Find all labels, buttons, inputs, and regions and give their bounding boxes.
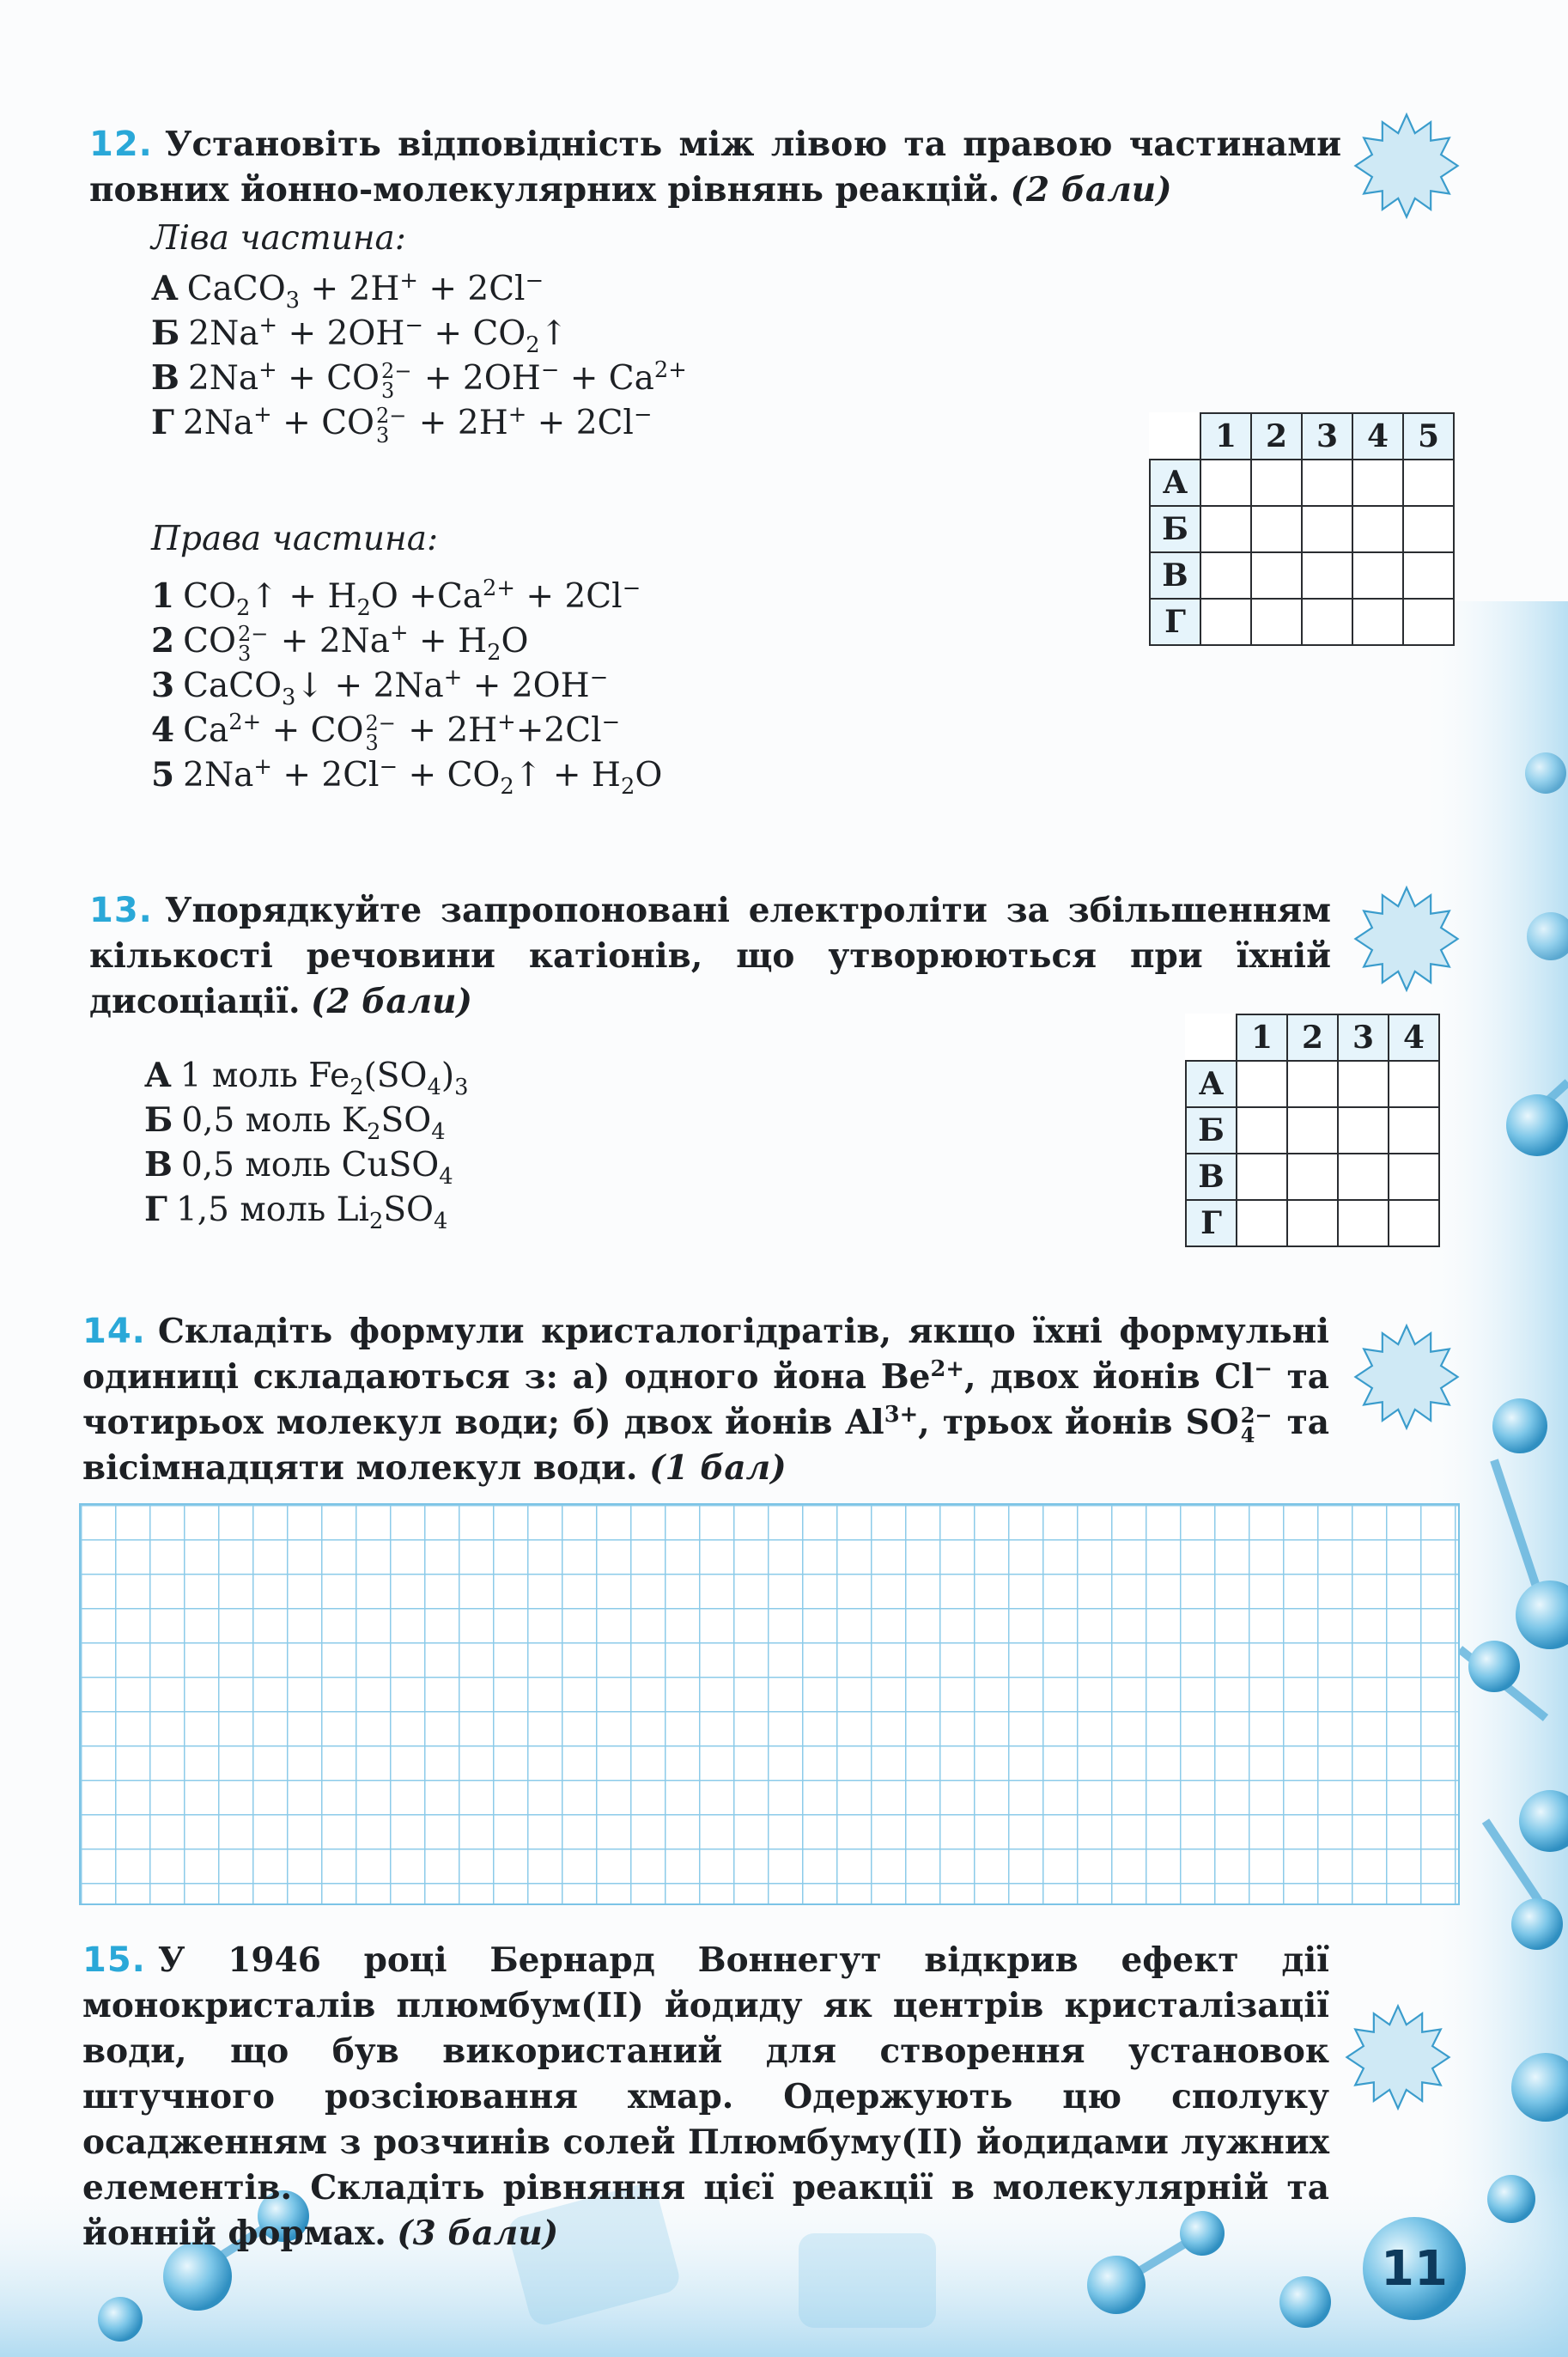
formula: $Ca^{2+}$ + CO 2− 3 + 2H++2Cl− bbox=[183, 710, 621, 755]
answer-cell[interactable] bbox=[1302, 460, 1352, 506]
table-row bbox=[1186, 1107, 1439, 1154]
formula: 2Na+ + CO 2− 3 + $2OH^- + Ca^{2+}$ bbox=[187, 357, 687, 403]
answer-cell[interactable] bbox=[1403, 599, 1454, 645]
star-badge-q12 bbox=[1348, 110, 1465, 222]
question-12 bbox=[89, 122, 1341, 213]
question-text: Установіть відповідність між лівою та правою частинами повних йонно-молекулярних рівнянь реакцій. bbox=[89, 125, 1341, 210]
answer-cell[interactable] bbox=[1302, 552, 1352, 599]
left-part-item bbox=[151, 311, 687, 356]
table-corner bbox=[1150, 413, 1200, 460]
answer-cell[interactable] bbox=[1237, 1107, 1287, 1154]
right-part-item bbox=[151, 663, 662, 708]
item-label: В bbox=[151, 358, 179, 398]
item-label: Б bbox=[144, 1100, 173, 1140]
row-header: Г bbox=[1150, 599, 1200, 645]
item-label: Г bbox=[144, 1190, 167, 1229]
right-part-item bbox=[151, 752, 663, 800]
answer-cell[interactable] bbox=[1352, 599, 1403, 645]
table-row bbox=[1150, 599, 1454, 645]
formula: CaCO$_3$↓ + 2Na+ + 2OH− bbox=[183, 665, 609, 710]
left-part-list bbox=[151, 266, 687, 448]
table-row bbox=[1186, 1154, 1439, 1200]
table-corner bbox=[1186, 1014, 1237, 1061]
right-part-item bbox=[151, 618, 662, 666]
question-14: 14. Складіть формули кристалогідратів, якщо їхні формульні одиниці складаються з: а) одного йона $Be^{2+}$, двох йонів Cl− та чотирьох молекул води; б) двох йонів $Al^{3+}$, трьох йонів SO 2− 4 та вісімнадцяти молекул води. (1 бал) bbox=[82, 1312, 1330, 1488]
formula: 1 моль $Fe_2(SO_4)_3$ bbox=[179, 1057, 469, 1100]
table-row bbox=[1186, 1200, 1439, 1246]
answer-table-q13 bbox=[1185, 1014, 1440, 1247]
formula: $CO_2↑ + H_2O +Ca^{2+} + 2Cl^-$ bbox=[183, 576, 641, 621]
item-label: А bbox=[151, 269, 179, 308]
question-text: Упорядкуйте запропоновані електроліти за збільшенням кількості речовини катіонів, що утворюються при їхній дисоціації. bbox=[89, 891, 1331, 1021]
item-label: Г bbox=[151, 403, 174, 442]
item-label: 2 bbox=[151, 621, 175, 661]
row-header: В bbox=[1186, 1154, 1237, 1200]
column-header: 3 bbox=[1338, 1014, 1389, 1061]
answer-cell[interactable] bbox=[1287, 1154, 1338, 1200]
row-header: А bbox=[1150, 460, 1200, 506]
left-part-item bbox=[151, 400, 687, 448]
item-label: В bbox=[144, 1145, 173, 1185]
item-label: А bbox=[144, 1056, 172, 1095]
answer-cell[interactable] bbox=[1237, 1200, 1287, 1246]
answer-cell[interactable] bbox=[1338, 1061, 1389, 1107]
star-badge-q15 bbox=[1340, 2001, 1456, 2113]
answer-cell[interactable] bbox=[1200, 599, 1251, 645]
table-row bbox=[1150, 460, 1454, 506]
column-header: 1 bbox=[1237, 1014, 1287, 1061]
table-row bbox=[1150, 552, 1454, 599]
item-label: 4 bbox=[151, 710, 175, 750]
item-label: 1 bbox=[151, 576, 175, 616]
sulfate-ion: 2− 4 bbox=[1240, 1403, 1273, 1447]
formula: 0,5 моль CuSO$_4$ bbox=[180, 1146, 453, 1190]
column-header: 3 bbox=[1302, 413, 1352, 460]
answer-cell[interactable] bbox=[1352, 460, 1403, 506]
column-header: 2 bbox=[1287, 1014, 1338, 1061]
left-part-item bbox=[151, 356, 687, 403]
answer-cell[interactable] bbox=[1403, 460, 1454, 506]
answer-cell[interactable] bbox=[1237, 1061, 1287, 1107]
formula: CO 2− 3 + $2Na^+ + H_2O$ bbox=[183, 620, 529, 666]
question-number: 12. bbox=[89, 125, 153, 164]
answer-cell[interactable] bbox=[1287, 1200, 1338, 1246]
question-points: (2 бали) bbox=[311, 982, 472, 1021]
item-label: 3 bbox=[151, 666, 175, 705]
right-part-title: Права частина: bbox=[151, 520, 439, 558]
left-part-title: Ліва частина: bbox=[151, 219, 406, 258]
question-15 bbox=[82, 1938, 1329, 2257]
answer-table-q12 bbox=[1149, 412, 1455, 646]
page-number: 11 bbox=[1381, 2240, 1448, 2297]
question-points: (1 бал) bbox=[649, 1448, 787, 1488]
item-label: Б bbox=[151, 314, 180, 353]
answer-grid-q14[interactable] bbox=[79, 1503, 1460, 1905]
formula: $2Na^+ + 2OH^- + CO_2↑$ bbox=[188, 313, 568, 358]
formula: 1,5 моль $Li_2SO_4$ bbox=[175, 1191, 448, 1234]
table-row bbox=[1186, 1061, 1439, 1107]
answer-cell[interactable] bbox=[1251, 460, 1302, 506]
question-number: 13. bbox=[89, 891, 153, 930]
row-header: А bbox=[1186, 1061, 1237, 1107]
answer-cell[interactable] bbox=[1237, 1154, 1287, 1200]
electrolyte-item bbox=[144, 1053, 468, 1098]
column-header: 5 bbox=[1403, 413, 1454, 460]
answer-cell[interactable] bbox=[1338, 1107, 1389, 1154]
table-row bbox=[1150, 506, 1454, 552]
question-text: У 1946 році Бернард Воннегут відкрив ефект дії монокристалів плюмбум(ІІ) йодиду як центрів кристалізації води, що був використаний для створення установок штучного розсіювання хмар. Одержують цю сполуку осадженням з розчинів солей Плюмбуму(ІІ) йодидами лужних елементів. Складіть рівняння цієї реакції в молекулярній та йонній формах. bbox=[82, 1940, 1329, 2253]
answer-cell[interactable] bbox=[1251, 552, 1302, 599]
left-part-item bbox=[151, 266, 687, 314]
row-header: В bbox=[1150, 552, 1200, 599]
question-number: 15. bbox=[82, 1940, 146, 1980]
answer-cell[interactable] bbox=[1389, 1154, 1439, 1200]
column-header: 4 bbox=[1389, 1014, 1439, 1061]
star-badge-q13 bbox=[1348, 883, 1465, 995]
row-header: Б bbox=[1150, 506, 1200, 552]
answer-cell[interactable] bbox=[1251, 599, 1302, 645]
row-header: Г bbox=[1186, 1200, 1237, 1246]
answer-cell[interactable] bbox=[1352, 506, 1403, 552]
answer-cell[interactable] bbox=[1200, 552, 1251, 599]
formula: $2Na^+ + 2Cl^- + CO_2↑ + H_2O$ bbox=[183, 754, 663, 800]
answer-cell[interactable] bbox=[1389, 1107, 1439, 1154]
formula: CaCO$_3$ + 2H+ + 2Cl− bbox=[186, 268, 544, 314]
answer-cell[interactable] bbox=[1251, 506, 1302, 552]
answer-cell[interactable] bbox=[1200, 506, 1251, 552]
answer-cell[interactable] bbox=[1287, 1061, 1338, 1107]
answer-cell[interactable] bbox=[1287, 1107, 1338, 1154]
answer-cell[interactable] bbox=[1389, 1061, 1439, 1107]
electrolyte-item bbox=[144, 1187, 468, 1232]
answer-cell[interactable] bbox=[1352, 552, 1403, 599]
row-header: Б bbox=[1186, 1107, 1237, 1154]
question-points: (3 бали) bbox=[397, 2214, 559, 2253]
column-header: 2 bbox=[1251, 413, 1302, 460]
answer-cell[interactable] bbox=[1389, 1200, 1439, 1246]
question-points: (2 бали) bbox=[1010, 170, 1172, 210]
electrolyte-item bbox=[144, 1142, 468, 1190]
column-header: 1 bbox=[1200, 413, 1251, 460]
answer-cell[interactable] bbox=[1302, 599, 1352, 645]
formula: 2Na+ + CO 2− 3 + 2H+ + 2Cl− bbox=[182, 402, 653, 448]
answer-cell[interactable] bbox=[1403, 506, 1454, 552]
formula: 0,5 моль $K_2SO_4$ bbox=[181, 1101, 446, 1145]
electrolyte-item bbox=[144, 1098, 468, 1145]
answer-cell[interactable] bbox=[1338, 1200, 1389, 1246]
item-label: 5 bbox=[151, 755, 175, 795]
question-13 bbox=[89, 888, 1331, 1025]
question-number: 14. bbox=[82, 1312, 146, 1351]
right-part-list bbox=[151, 574, 663, 800]
answer-cell[interactable] bbox=[1403, 552, 1454, 599]
answer-cell[interactable] bbox=[1302, 506, 1352, 552]
answer-cell[interactable] bbox=[1200, 460, 1251, 506]
column-header: 4 bbox=[1352, 413, 1403, 460]
answer-cell[interactable] bbox=[1338, 1154, 1389, 1200]
right-part-item bbox=[151, 574, 662, 621]
right-part-item bbox=[151, 708, 662, 755]
electrolyte-list bbox=[144, 1053, 468, 1232]
star-badge-q14 bbox=[1348, 1321, 1465, 1433]
